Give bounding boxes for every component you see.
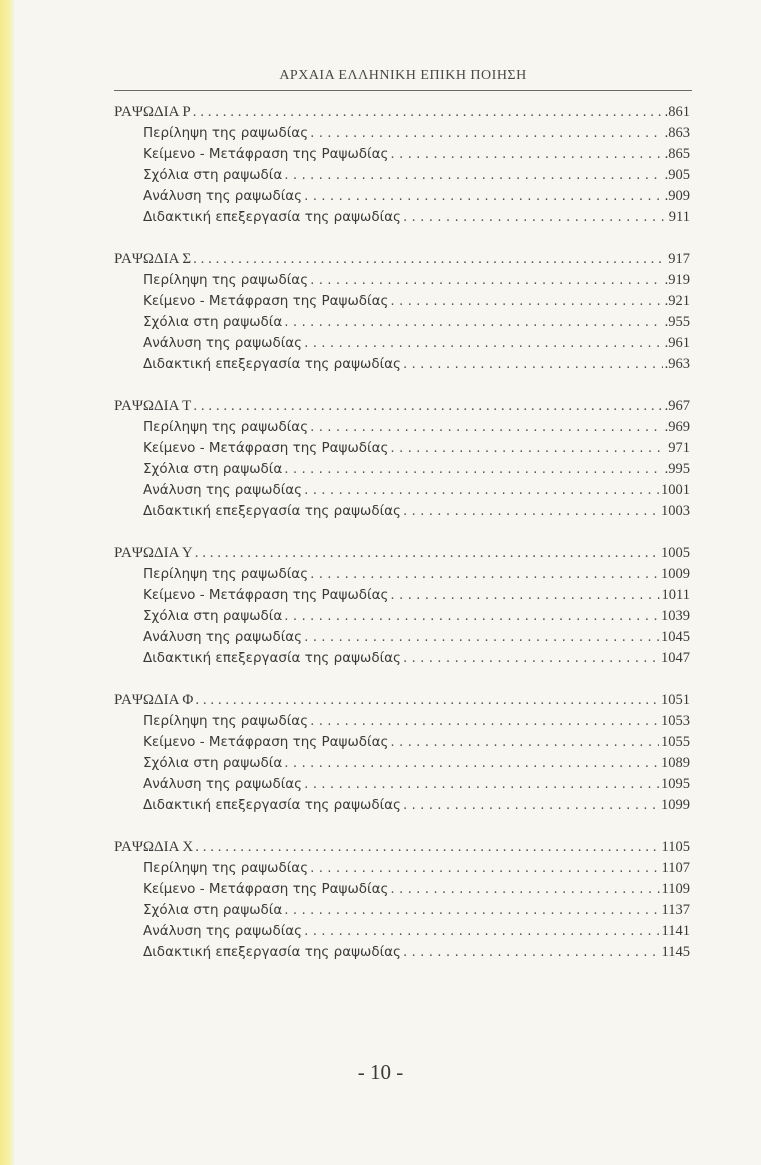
- toc-entry[interactable]: [114, 480, 690, 501]
- dot-leader: [195, 690, 659, 711]
- toc-entry[interactable]: [114, 900, 690, 921]
- page-ref: 1089: [661, 755, 690, 771]
- toc-entry[interactable]: [114, 459, 690, 480]
- dot-leader: [195, 543, 659, 564]
- toc-section-heading[interactable]: [114, 543, 690, 564]
- page-ref: 971: [668, 440, 690, 456]
- dot-leader: [284, 312, 662, 333]
- dot-leader: [310, 858, 659, 879]
- entry-label: Κείμενο - Μετάφραση της Ραψωδίας: [143, 881, 389, 897]
- toc-section: [114, 690, 690, 816]
- section-title: ΡΑΨΩΔΙΑ Χ: [114, 839, 194, 855]
- dot-leader: [403, 501, 659, 522]
- dot-leader: [195, 837, 659, 858]
- page-ref: 1145: [661, 944, 690, 960]
- page-ref: .865: [664, 146, 690, 162]
- toc-entry[interactable]: [114, 354, 690, 375]
- dot-leader: [310, 270, 663, 291]
- toc-entry[interactable]: [114, 144, 690, 165]
- dot-leader: [310, 711, 659, 732]
- page-ref: .961: [664, 335, 690, 351]
- page-ref: 1055: [661, 734, 690, 750]
- entry-label: Κείμενο - Μετάφραση της Ραψωδίας: [143, 146, 389, 162]
- entry-label: Περίληψη της ραψωδίας: [143, 713, 309, 729]
- section-title: ΡΑΨΩΔΙΑ Τ: [114, 398, 192, 414]
- page-ref: 1137: [661, 902, 690, 918]
- toc-entry[interactable]: [114, 774, 690, 795]
- table-of-contents: [114, 102, 690, 984]
- page-ref: 1107: [661, 860, 690, 876]
- entry-label: Περίληψη της ραψωδίας: [143, 860, 309, 876]
- toc-entry[interactable]: [114, 942, 690, 963]
- toc-entry[interactable]: [114, 606, 690, 627]
- dot-leader: [284, 606, 659, 627]
- dot-leader: [310, 417, 663, 438]
- page-ref: .921: [664, 293, 690, 309]
- page-ref: 1009: [661, 566, 690, 582]
- entry-label: Περίληψη της ραψωδίας: [143, 272, 309, 288]
- toc-section: [114, 543, 690, 669]
- page-ref: .963: [664, 356, 690, 372]
- entry-label: Κείμενο - Μετάφραση της Ραψωδίας: [143, 734, 389, 750]
- page-ref: .919: [664, 272, 690, 288]
- page-ref: .955: [664, 314, 690, 330]
- dot-leader: [390, 585, 659, 606]
- page-ref: 1011: [661, 587, 690, 603]
- dot-leader: [403, 942, 660, 963]
- entry-label: Περίληψη της ραψωδίας: [143, 125, 309, 141]
- dot-leader: [310, 123, 663, 144]
- dot-leader: [390, 438, 666, 459]
- page-ref: 1053: [661, 713, 690, 729]
- entry-label: Ανάλυση της ραψωδίας: [143, 335, 303, 351]
- toc-section: [114, 837, 690, 963]
- toc-entry[interactable]: [114, 627, 690, 648]
- running-head: ΑΡΧΑΙΑ ΕΛΛΗΝΙΚΗ ΕΠΙΚΗ ΠΟΙΗΣΗ: [279, 68, 527, 83]
- toc-entry[interactable]: [114, 165, 690, 186]
- toc-section: [114, 249, 690, 375]
- page-ref: .967: [664, 398, 690, 414]
- page-ref: 1099: [661, 797, 690, 813]
- dot-leader: [284, 900, 659, 921]
- toc-section-heading[interactable]: [114, 837, 690, 858]
- dot-leader: [304, 186, 663, 207]
- entry-label: Ανάλυση της ραψωδίας: [143, 776, 303, 792]
- toc-entry[interactable]: [114, 795, 690, 816]
- page-ref: 917: [668, 251, 690, 267]
- page-ref: 1039: [661, 608, 690, 624]
- entry-label: Διδακτική επεξεργασία της ραψωδίας: [143, 503, 401, 519]
- page-ref: .863: [664, 125, 690, 141]
- toc-entry[interactable]: [114, 333, 690, 354]
- toc-entry[interactable]: [114, 879, 690, 900]
- dot-leader: [284, 165, 662, 186]
- entry-label: Διδακτική επεξεργασία της ραψωδίας: [143, 650, 401, 666]
- page-ref: 1109: [661, 881, 690, 897]
- section-title: ΡΑΨΩΔΙΑ Υ: [114, 545, 193, 561]
- toc-entry[interactable]: [114, 711, 690, 732]
- toc-entry[interactable]: [114, 438, 690, 459]
- dot-leader: [390, 144, 662, 165]
- toc-entry[interactable]: [114, 564, 690, 585]
- page-ref: .995: [664, 461, 690, 477]
- dot-leader: [304, 627, 659, 648]
- entry-label: Ανάλυση της ραψωδίας: [143, 188, 303, 204]
- toc-entry[interactable]: [114, 585, 690, 606]
- page-ref: 1105: [661, 839, 690, 855]
- entry-label: Διδακτική επεξεργασία της ραψωδίας: [143, 356, 401, 372]
- page-ref: 1003: [661, 503, 690, 519]
- entry-label: Ανάλυση της ραψωδίας: [143, 482, 303, 498]
- entry-label: Κείμενο - Μετάφραση της Ραψωδίας: [143, 440, 389, 456]
- toc-entry[interactable]: [114, 732, 690, 753]
- page-ref: 1051: [661, 692, 690, 708]
- toc-entry[interactable]: [114, 291, 690, 312]
- toc-section: [114, 396, 690, 522]
- dot-leader: [193, 249, 666, 270]
- toc-section-heading[interactable]: [114, 249, 690, 270]
- dot-leader: [304, 480, 659, 501]
- toc-section: [114, 102, 690, 228]
- page-number: - 10 -: [357, 1060, 404, 1084]
- dot-leader: [193, 396, 662, 417]
- dot-leader: [304, 921, 659, 942]
- entry-label: Ανάλυση της ραψωδίας: [143, 629, 303, 645]
- toc-section-heading[interactable]: [114, 690, 690, 711]
- entry-label: Διδακτική επεξεργασία της ραψωδίας: [143, 944, 401, 960]
- page-ref: 1045: [661, 629, 690, 645]
- page-ref: 1095: [661, 776, 690, 792]
- entry-label: Σχόλια στη ραψωδία: [143, 902, 283, 918]
- toc-entry[interactable]: [114, 753, 690, 774]
- page-ref: .861: [664, 104, 690, 120]
- toc-entry[interactable]: [114, 312, 690, 333]
- page-ref: .905: [664, 167, 690, 183]
- dot-leader: [403, 795, 659, 816]
- page-ref: 1001: [661, 482, 690, 498]
- section-title: ΡΑΨΩΔΙΑ Ρ: [114, 104, 191, 120]
- toc-entry[interactable]: [114, 921, 690, 942]
- dot-leader: [193, 102, 663, 123]
- entry-label: Διδακτική επεξεργασία της ραψωδίας: [143, 209, 401, 225]
- entry-label: Σχόλια στη ραψωδία: [143, 755, 283, 771]
- toc-entry[interactable]: [114, 207, 690, 228]
- toc-section-heading[interactable]: [114, 102, 690, 123]
- dot-leader: [310, 564, 659, 585]
- entry-label: Σχόλια στη ραψωδία: [143, 461, 283, 477]
- header-rule: [114, 90, 692, 91]
- entry-label: Κείμενο - Μετάφραση της Ραψωδίας: [143, 587, 389, 603]
- dot-leader: [403, 648, 659, 669]
- dot-leader: [284, 753, 659, 774]
- page-ref: 1141: [661, 923, 690, 939]
- entry-label: Περίληψη της ραψωδίας: [143, 566, 309, 582]
- toc-entry[interactable]: [114, 858, 690, 879]
- toc-entry[interactable]: [114, 501, 690, 522]
- dot-leader: [284, 459, 662, 480]
- page-ref: 911: [668, 209, 690, 225]
- section-title: ΡΑΨΩΔΙΑ Φ: [114, 692, 194, 708]
- entry-label: Ανάλυση της ραψωδίας: [143, 923, 303, 939]
- dot-leader: [403, 354, 663, 375]
- toc-entry[interactable]: [114, 648, 690, 669]
- section-title: ΡΑΨΩΔΙΑ Σ: [114, 251, 192, 267]
- entry-label: Σχόλια στη ραψωδία: [143, 608, 283, 624]
- entry-label: Σχόλια στη ραψωδία: [143, 314, 283, 330]
- toc-entry[interactable]: [114, 123, 690, 144]
- page-ref: 1047: [661, 650, 690, 666]
- entry-label: Περίληψη της ραψωδίας: [143, 419, 309, 435]
- entry-label: Σχόλια στη ραψωδία: [143, 167, 283, 183]
- entry-label: Διδακτική επεξεργασία της ραψωδίας: [143, 797, 401, 813]
- toc-entry[interactable]: [114, 270, 690, 291]
- toc-entry[interactable]: [114, 186, 690, 207]
- page-ref: .969: [664, 419, 690, 435]
- dot-leader: [390, 879, 659, 900]
- dot-leader: [403, 207, 667, 228]
- page-ref: 1005: [661, 545, 690, 561]
- entry-label: Κείμενο - Μετάφραση της Ραψωδίας: [143, 293, 389, 309]
- page-ref: .909: [664, 188, 690, 204]
- toc-section-heading[interactable]: [114, 396, 690, 417]
- dot-leader: [390, 291, 662, 312]
- toc-entry[interactable]: [114, 417, 690, 438]
- dot-leader: [304, 333, 663, 354]
- dot-leader: [390, 732, 659, 753]
- dot-leader: [304, 774, 659, 795]
